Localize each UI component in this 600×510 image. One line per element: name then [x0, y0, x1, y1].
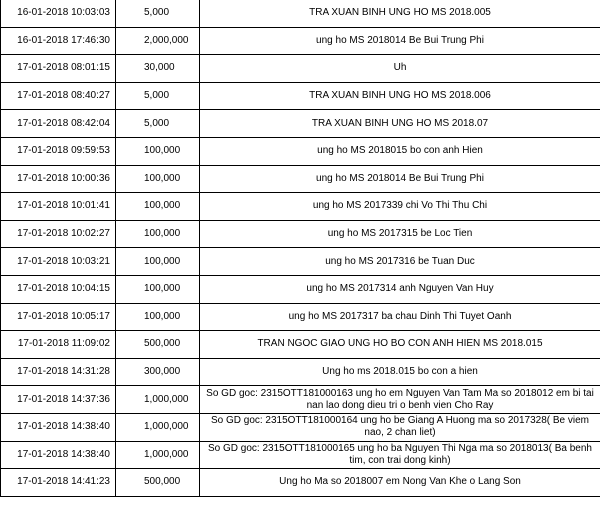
table-row [1, 469, 600, 497]
description-cell: TRA XUAN BINH UNG HO MS 2018.005 [200, 0, 600, 27]
description-cell: TRA XUAN BINH UNG HO MS 2018.006 [200, 82, 600, 110]
date-cell: 16-01-2018 17:46:30 [1, 27, 116, 55]
table-row [1, 82, 600, 110]
date-cell: 17-01-2018 08:42:04 [1, 110, 116, 138]
table-row [1, 137, 600, 165]
amount-cell: 500,000 [116, 469, 200, 497]
description-cell: ung ho MS 2018014 Be Bui Trung Phi [200, 27, 600, 55]
table-row [1, 441, 600, 469]
date-cell: 17-01-2018 10:05:17 [1, 303, 116, 331]
description-cell: Ung ho Ma so 2018007 em Nong Van Khe o Lang Son [200, 469, 600, 497]
description-cell: Ung ho ms 2018.015 bo con a hien [200, 358, 600, 386]
description-cell: TRAN NGOC GIAO UNG HO BO CON ANH HIEN MS 2018.015 [200, 331, 600, 359]
table-row [1, 193, 600, 221]
amount-cell: 5,000 [116, 0, 200, 27]
table-row [1, 303, 600, 331]
amount-cell: 30,000 [116, 55, 200, 83]
table-row [1, 55, 600, 83]
amount-cell: 100,000 [116, 275, 200, 303]
table-row [1, 27, 600, 55]
amount-cell: 2,000,000 [116, 27, 200, 55]
table-row [1, 275, 600, 303]
amount-cell: 300,000 [116, 358, 200, 386]
date-cell: 17-01-2018 10:04:15 [1, 275, 116, 303]
table-row [1, 165, 600, 193]
date-cell: 17-01-2018 10:00:36 [1, 165, 116, 193]
description-cell: ung ho MS 2017315 be Loc Tien [200, 220, 600, 248]
amount-cell: 1,000,000 [116, 413, 200, 441]
description-cell: ung ho MS 2017317 ba chau Dinh Thi Tuyet Oanh [200, 303, 600, 331]
date-cell: 17-01-2018 14:41:23 [1, 469, 116, 497]
amount-cell: 100,000 [116, 165, 200, 193]
table-row [1, 358, 600, 386]
date-cell: 17-01-2018 08:40:27 [1, 82, 116, 110]
date-cell: 17-01-2018 14:38:40 [1, 441, 116, 469]
table-row [1, 413, 600, 441]
description-cell: ung ho MS 2018014 Be Bui Trung Phi [200, 165, 600, 193]
amount-cell: 1,000,000 [116, 386, 200, 414]
amount-cell: 100,000 [116, 193, 200, 221]
amount-cell: 5,000 [116, 82, 200, 110]
table-row [1, 248, 600, 276]
amount-cell: 1,000,000 [116, 441, 200, 469]
description-cell: So GD goc: 2315OTT181000163 ung ho em Nguyen Van Tam Ma so 2018012 em bi tai nan lao dong dieu tri o benh vien Cho Ray [200, 386, 600, 414]
amount-cell: 100,000 [116, 137, 200, 165]
table-row [1, 220, 600, 248]
date-cell: 17-01-2018 10:02:27 [1, 220, 116, 248]
description-cell: So GD goc: 2315OTT181000165 ung ho ba Nguyen Thi Nga ma so 2018013( Ba benh tim, con trai dong kinh) [200, 441, 600, 469]
date-cell: 17-01-2018 14:31:28 [1, 358, 116, 386]
description-cell: ung ho MS 2017316 be Tuan Duc [200, 248, 600, 276]
description-cell: Uh [200, 55, 600, 83]
date-cell: 16-01-2018 10:03:03 [1, 0, 116, 27]
table-row [1, 0, 600, 27]
date-cell: 17-01-2018 14:37:36 [1, 386, 116, 414]
amount-cell: 100,000 [116, 220, 200, 248]
description-cell: ung ho MS 2018015 bo con anh Hien [200, 137, 600, 165]
description-cell: ung ho MS 2017314 anh Nguyen Van Huy [200, 275, 600, 303]
amount-cell: 500,000 [116, 331, 200, 359]
amount-cell: 100,000 [116, 303, 200, 331]
table-row [1, 110, 600, 138]
date-cell: 17-01-2018 10:03:21 [1, 248, 116, 276]
description-cell: So GD goc: 2315OTT181000164 ung ho be Giang A Huong ma so 2017328( Be viem nao, 2 chan liet) [200, 413, 600, 441]
date-cell: 17-01-2018 14:38:40 [1, 413, 116, 441]
description-cell: TRA XUAN BINH UNG HO MS 2018.07 [200, 110, 600, 138]
transactions-body [1, 0, 600, 496]
amount-cell: 5,000 [116, 110, 200, 138]
date-cell: 17-01-2018 10:01:41 [1, 193, 116, 221]
table-row [1, 331, 600, 359]
date-cell: 17-01-2018 09:59:53 [1, 137, 116, 165]
description-cell: ung ho MS 2017339 chi Vo Thi Thu Chi [200, 193, 600, 221]
amount-cell: 100,000 [116, 248, 200, 276]
date-cell: 17-01-2018 11:09:02 [1, 331, 116, 359]
date-cell: 17-01-2018 08:01:15 [1, 55, 116, 83]
table-row [1, 386, 600, 414]
